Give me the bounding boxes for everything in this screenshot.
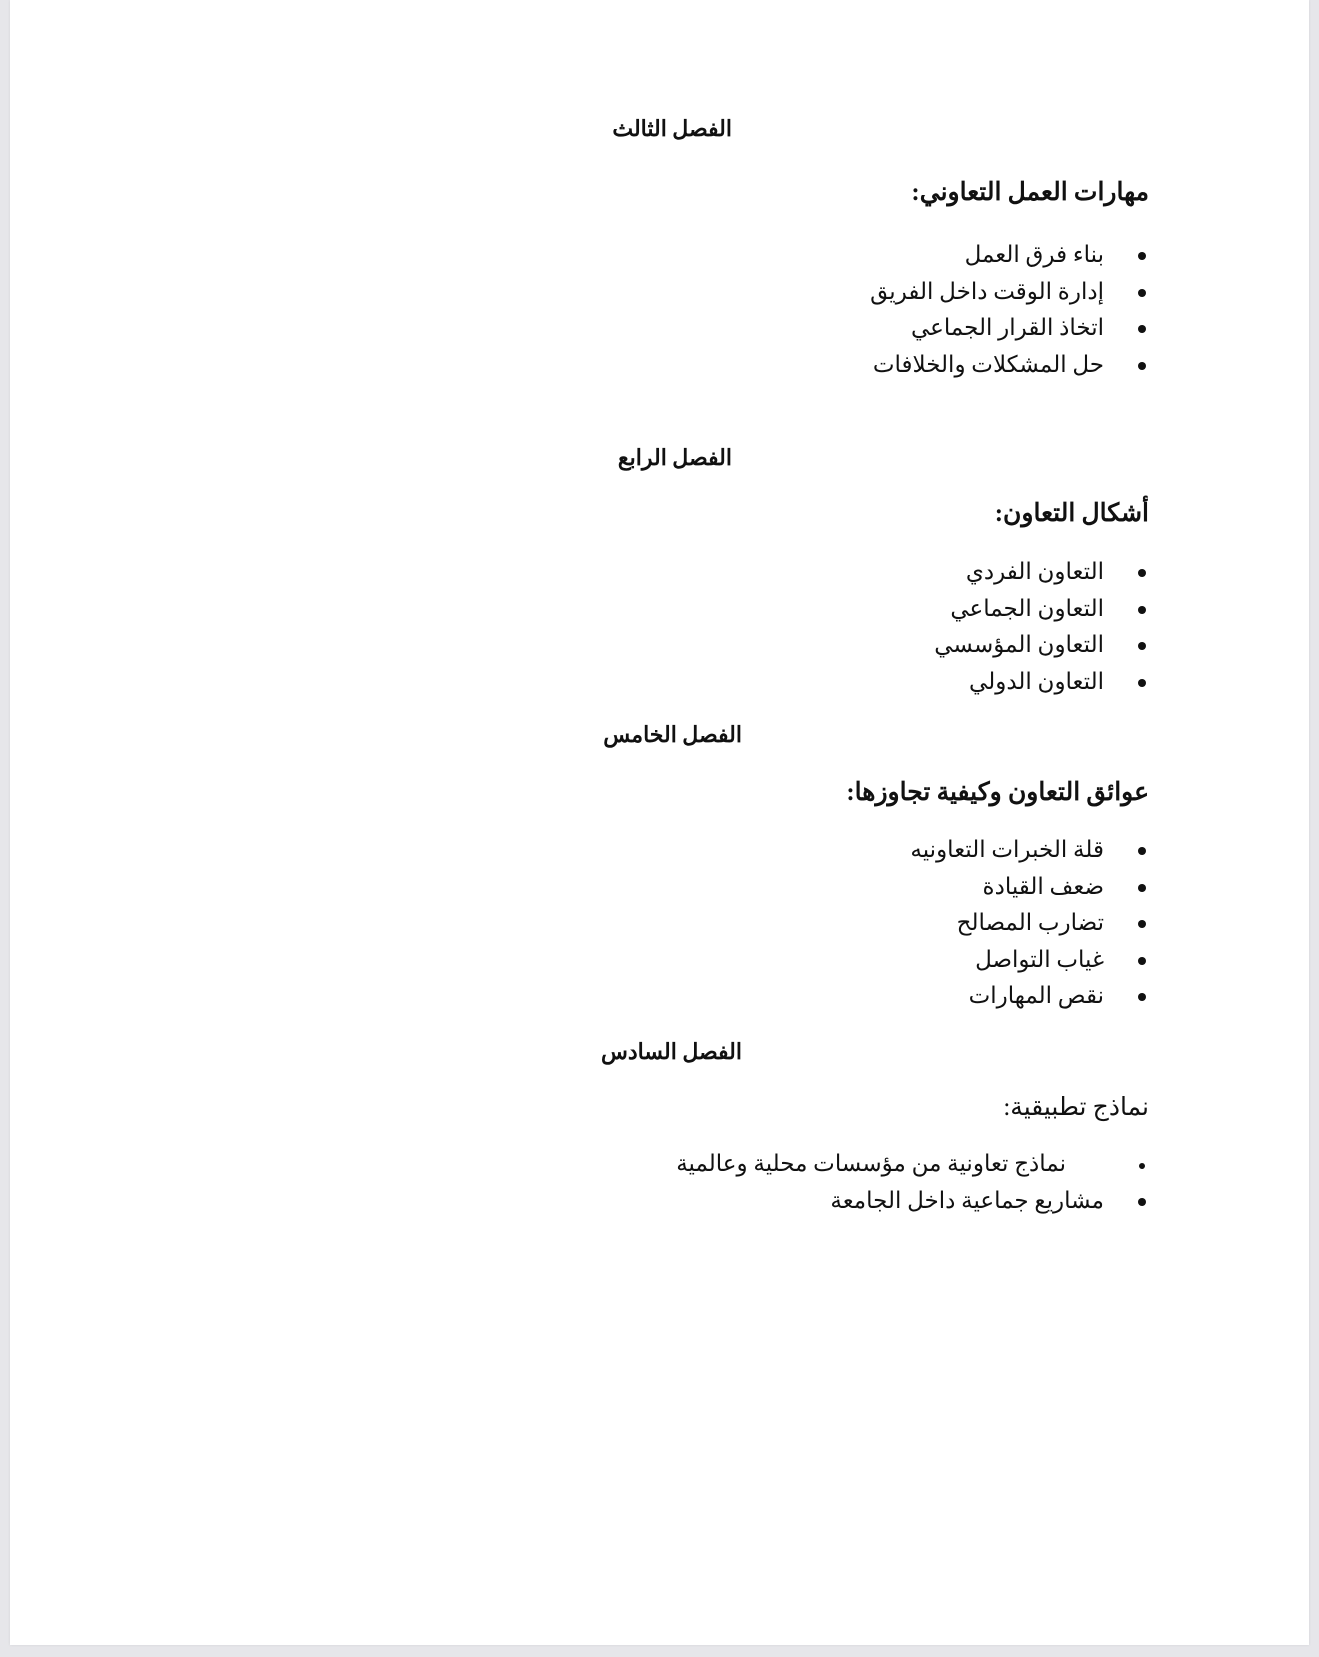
chapter-4-title: الفصل الرابع bbox=[617, 445, 732, 470]
chapter-5-list bbox=[910, 838, 1104, 1021]
list-item: مشاريع جماعية داخل الجامعة bbox=[676, 1189, 1104, 1226]
bullet-icon bbox=[1138, 325, 1146, 333]
chapter-4-list bbox=[934, 560, 1104, 706]
bullet-icon bbox=[1138, 957, 1146, 965]
bullet-icon bbox=[1138, 252, 1146, 260]
list-item: بناء فرق العمل bbox=[870, 243, 1104, 280]
list-item: حل المشكلات والخلافات bbox=[870, 353, 1104, 390]
bullet-icon bbox=[1138, 362, 1146, 370]
list-item: غياب التواصل bbox=[910, 948, 1104, 985]
document-page bbox=[10, 0, 1309, 1645]
list-item: التعاون الجماعي bbox=[934, 597, 1104, 634]
list-item: التعاون المؤسسي bbox=[934, 633, 1104, 670]
list-item: التعاون الدولي bbox=[934, 670, 1104, 707]
chapter-3-heading: مهارات العمل التعاوني: bbox=[911, 179, 1149, 206]
bullet-icon bbox=[1139, 1163, 1145, 1169]
list-item: اتخاذ القرار الجماعي bbox=[870, 316, 1104, 353]
bullet-icon bbox=[1138, 920, 1146, 928]
bullet-icon bbox=[1138, 289, 1146, 297]
bullet-icon bbox=[1138, 679, 1146, 687]
list-item: إدارة الوقت داخل الفريق bbox=[870, 280, 1104, 317]
chapter-5-heading: عوائق التعاون وكيفية تجاوزها: bbox=[846, 779, 1149, 806]
bullet-icon bbox=[1138, 606, 1146, 614]
chapter-5-title: الفصل الخامس bbox=[603, 722, 742, 747]
chapter-3-title: الفصل الثالث bbox=[612, 116, 732, 141]
chapter-3-list bbox=[870, 243, 1104, 389]
bullet-icon bbox=[1138, 1198, 1146, 1206]
chapter-6-heading: نماذج تطبيقية: bbox=[1003, 1094, 1149, 1121]
list-item: نقص المهارات bbox=[910, 984, 1104, 1021]
list-item: التعاون الفردي bbox=[934, 560, 1104, 597]
chapter-6-list bbox=[676, 1152, 1104, 1225]
list-item: نماذج تعاونية من مؤسسات محلية وعالمية bbox=[676, 1152, 1104, 1189]
list-item: تضارب المصالح bbox=[910, 911, 1104, 948]
bullet-icon bbox=[1138, 993, 1146, 1001]
list-item: قلة الخبرات التعاونيه bbox=[910, 838, 1104, 875]
bullet-icon bbox=[1138, 642, 1146, 650]
chapter-4-heading: أشكال التعاون: bbox=[994, 500, 1149, 527]
bullet-icon bbox=[1138, 569, 1146, 577]
chapter-6-title: الفصل السادس bbox=[601, 1039, 742, 1064]
bullet-icon bbox=[1138, 884, 1146, 892]
list-item: ضعف القيادة bbox=[910, 875, 1104, 912]
bullet-icon bbox=[1138, 847, 1146, 855]
